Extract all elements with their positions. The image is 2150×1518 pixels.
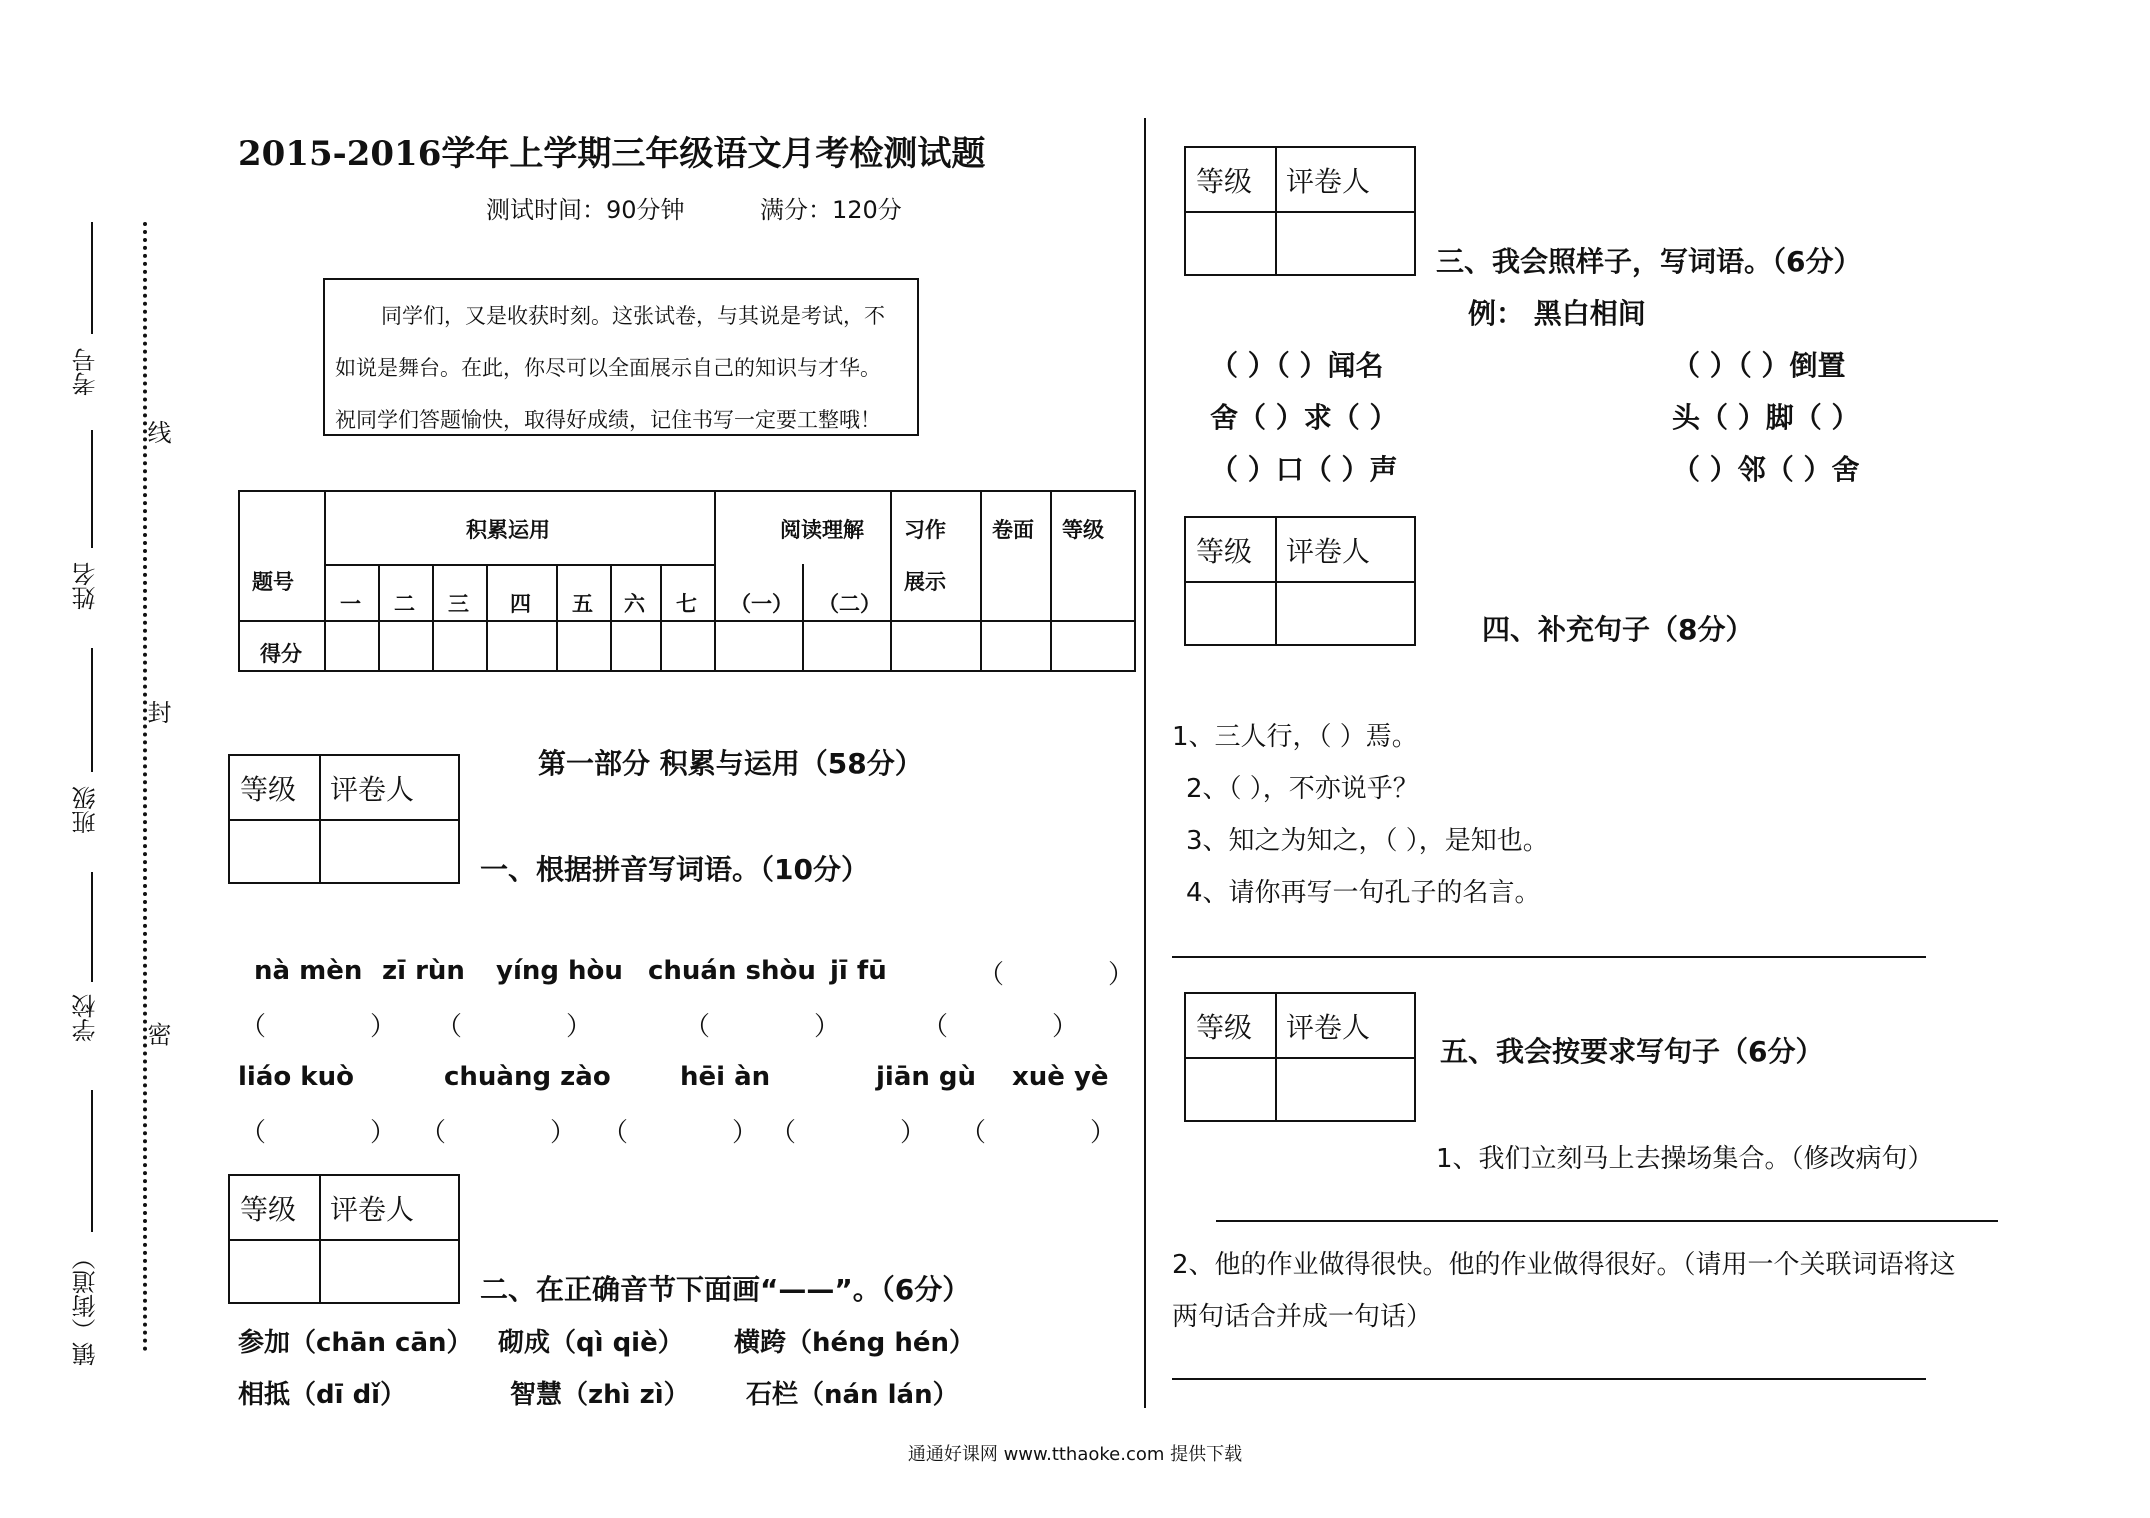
margin-line [91, 648, 93, 772]
answer-paren[interactable]: （ ） [684, 1012, 841, 1042]
table-header-question: 题号 [252, 570, 294, 594]
margin-field-kaohao: 考号 [72, 348, 100, 396]
table-group-reading: 阅读理解 [780, 518, 864, 542]
syllable-item[interactable]: 横跨（héng hén） [734, 1328, 975, 1358]
table-col-essay-2: 展示 [904, 570, 946, 594]
score-table [238, 490, 1136, 672]
table-col-essay: 习作 [904, 518, 946, 542]
sentence-item[interactable]: 2、（ ），不亦说乎？ [1186, 774, 1419, 804]
test-time: 测试时间：90分钟 [486, 196, 685, 224]
margin-mark-feng: 封 [143, 700, 171, 724]
answer-paren[interactable]: （ ） [978, 960, 1135, 990]
answer-line[interactable] [1172, 1378, 1926, 1380]
intro-line: 祝同学们答题愉快，取得好成绩，记住书写一定要工整哦！ [335, 408, 881, 432]
grader-label: 评卷人 [1286, 165, 1371, 198]
table-col: （一） [730, 592, 793, 616]
section1-title: 一、根据拼音写词语。（10分） [480, 853, 869, 886]
syllable-item[interactable]: 砌成（qì qiè） [498, 1328, 684, 1358]
idiom-item[interactable]: 头（ ）脚（ ） [1672, 401, 1860, 434]
sentence-item: 4、请你再写一句孔子的名言。 [1186, 878, 1541, 908]
grade-box [1184, 516, 1416, 646]
section3-title: 三、我会照样子，写词语。（6分） [1436, 245, 1862, 278]
idiom-item[interactable]: 舍（ ）求（ ） [1210, 401, 1398, 434]
margin-mark-xian: 线 [143, 420, 171, 444]
pinyin: jiān gù [876, 1062, 977, 1092]
grade-label: 等级 [1196, 1011, 1253, 1044]
margin-field-class: 班级 [72, 786, 100, 834]
grade-label: 等级 [240, 773, 297, 806]
page-title: 2015-2016学年上学期三年级语文月考检测试题 [238, 134, 986, 174]
pinyin: hēi àn [680, 1062, 771, 1092]
grade-box [1184, 146, 1416, 276]
margin-field-town: 镇（街道） [72, 1246, 100, 1366]
table-col: （二） [818, 592, 881, 616]
full-score: 满分：120分 [760, 196, 902, 224]
grade-box [228, 1174, 460, 1304]
grader-label: 评卷人 [330, 1193, 415, 1226]
grader-label: 评卷人 [1286, 535, 1371, 568]
footer-credit: 通通好课网 www.tthaoke.com 提供下载 [907, 1444, 1243, 1465]
section4-title: 四、补充句子（8分） [1482, 613, 1754, 646]
sentence-question: 两句话合并成一句话） [1172, 1302, 1433, 1332]
pinyin: liáo kuò [238, 1062, 354, 1092]
answer-line[interactable] [1216, 1220, 1998, 1222]
answer-paren[interactable]: （ ） [602, 1118, 759, 1148]
answer-paren[interactable]: （ ） [770, 1118, 927, 1148]
intro-box [323, 278, 919, 436]
margin-line [91, 1090, 93, 1232]
margin-field-school: 学校 [72, 994, 100, 1042]
pinyin: chuàng zào [444, 1062, 611, 1092]
grade-label: 等级 [1196, 535, 1253, 568]
table-group-accumulate: 积累运用 [466, 518, 550, 542]
grade-box [228, 754, 460, 884]
pinyin: zī rùn [382, 956, 465, 986]
grade-box [1184, 992, 1416, 1122]
seal-dotted-line [143, 222, 147, 1352]
answer-paren[interactable]: （ ） [420, 1118, 577, 1148]
grader-label: 评卷人 [1286, 1011, 1371, 1044]
answer-paren[interactable]: （ ） [960, 1118, 1117, 1148]
syllable-item[interactable]: 相抵（dī dǐ） [238, 1380, 407, 1410]
answer-paren[interactable]: （ ） [436, 1012, 593, 1042]
table-col: 一 [340, 592, 361, 616]
intro-line: 同学们，又是收获时刻。这张试卷，与其说是考试，不 [381, 304, 885, 328]
grade-label: 等级 [240, 1193, 297, 1226]
grader-label: 评卷人 [330, 773, 415, 806]
grade-label: 等级 [1196, 165, 1253, 198]
margin-field-name: 姓名 [72, 562, 100, 610]
answer-paren[interactable]: （ ） [240, 1012, 397, 1042]
sentence-item[interactable]: 3、知之为知之，（ ），是知也。 [1186, 826, 1549, 856]
idiom-item[interactable]: （ ）（ ）倒置 [1672, 349, 1846, 382]
sentence-question: 2、他的作业做得很快。他的作业做得很好。（请用一个关联词语将这 [1172, 1250, 1956, 1280]
answer-paren[interactable]: （ ） [922, 1012, 1079, 1042]
margin-line [91, 222, 93, 334]
pinyin: yíng hòu [496, 956, 623, 986]
table-col: 四 [510, 592, 531, 616]
intro-line: 如说是舞台。在此，你尽可以全面展示自己的知识与才华。 [335, 356, 881, 380]
answer-line[interactable] [1172, 956, 1926, 958]
table-col: 二 [394, 592, 415, 616]
section2-title: 二、在正确音节下面画“——”。（6分） [480, 1273, 971, 1306]
pinyin: nà mèn [254, 956, 363, 986]
answer-paren[interactable]: （ ） [240, 1118, 397, 1148]
pinyin: chuán shòu [648, 956, 816, 986]
section5-title: 五、我会按要求写句子（6分） [1440, 1035, 1824, 1068]
pinyin: xuè yè [1012, 1062, 1109, 1092]
table-col: 三 [448, 592, 469, 616]
column-divider [1144, 118, 1146, 1408]
table-header-score: 得分 [260, 642, 302, 666]
sentence-question: 1、我们立刻马上去操场集合。（修改病句） [1436, 1144, 1934, 1174]
margin-mark-mi: 密 [143, 1022, 171, 1046]
pinyin: jī fū [830, 956, 887, 986]
idiom-item[interactable]: （ ）邻（ ）舍 [1672, 453, 1860, 486]
table-col: 七 [676, 592, 697, 616]
syllable-item[interactable]: 智慧（zhì zì） [510, 1380, 690, 1410]
sentence-item[interactable]: 1、三人行，（ ）焉。 [1172, 722, 1418, 752]
part1-title: 第一部分 积累与运用（58分） [538, 747, 923, 780]
section3-example: 例： 黑白相间 [1468, 297, 1646, 330]
idiom-item[interactable]: （ ）（ ）闻名 [1210, 349, 1384, 382]
table-col-neat: 卷面 [992, 518, 1034, 542]
syllable-item[interactable]: 石栏（nán lán） [746, 1380, 959, 1410]
table-col: 六 [624, 592, 645, 616]
margin-line [91, 872, 93, 982]
syllable-item[interactable]: 参加（chān cān） [238, 1328, 473, 1358]
idiom-item[interactable]: （ ）口（ ）声 [1210, 453, 1398, 486]
table-col-grade: 等级 [1062, 518, 1104, 542]
table-col: 五 [572, 592, 593, 616]
margin-line [91, 430, 93, 548]
